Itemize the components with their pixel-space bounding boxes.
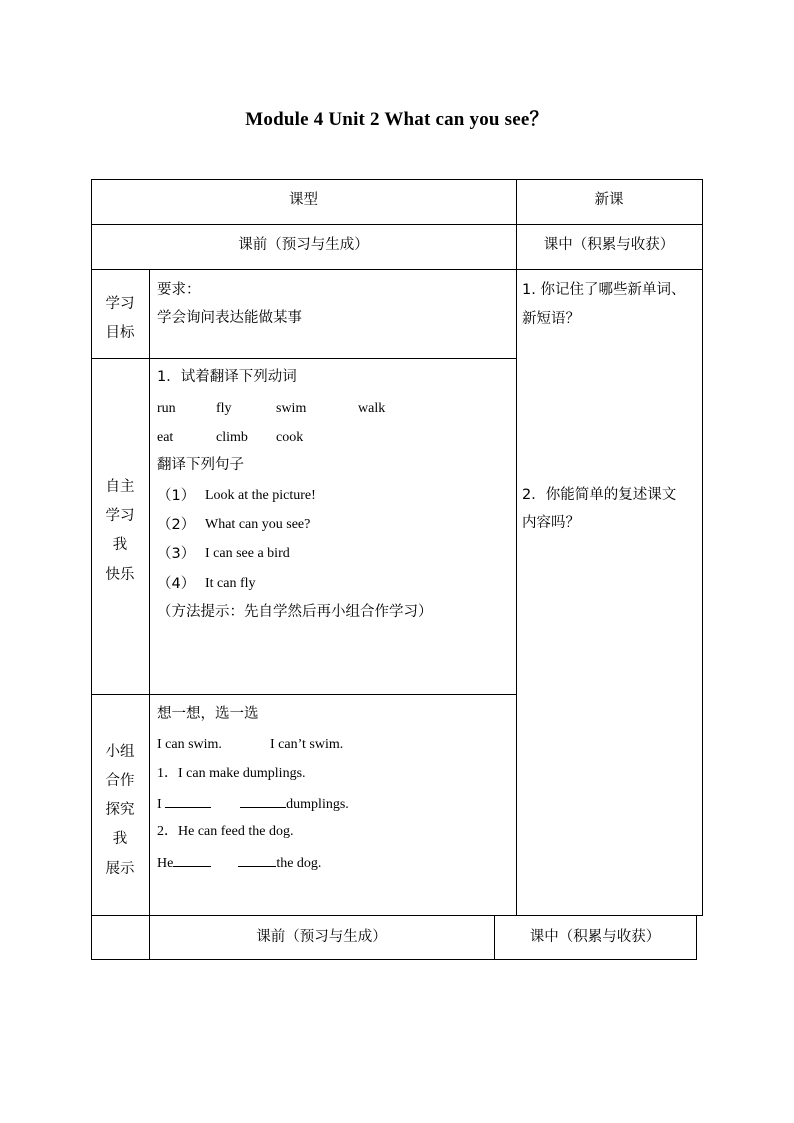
exercise-question-2: 2．He can feed the dog.	[157, 824, 294, 839]
right-q2-line1: 2．你能简单的复述课文	[522, 487, 677, 503]
sentence-number: （1）	[157, 488, 196, 504]
verb: cook	[276, 430, 304, 445]
answer-start: I	[157, 797, 162, 812]
right-q1-line2: 新短语？	[522, 311, 580, 327]
answer-end: dumplings.	[286, 797, 349, 812]
sentence-text: I can see a bird	[205, 546, 290, 561]
exercise-answer-2	[157, 854, 321, 873]
self-study-label-1: 自主	[105, 479, 135, 495]
group-work-label-1: 小组	[105, 744, 135, 760]
self-study-label-2: 学习	[105, 508, 135, 524]
exercise-answer-1	[157, 795, 349, 814]
before-class-header: 课前（预习与生成）	[238, 237, 369, 253]
sentence-number: （3）	[157, 546, 196, 562]
learning-goals-label-2: 目标	[105, 325, 135, 341]
requirement-text: 学会询问表达能做某事	[157, 310, 302, 326]
group-work-label-2: 合作	[105, 773, 135, 789]
option-cannot: I can’t swim.	[270, 737, 344, 752]
sentence-text: It can fly	[205, 576, 256, 591]
group-work-label-4: 我	[112, 831, 128, 847]
answer-end: the dog.	[276, 856, 322, 871]
group-work-label-3: 探究	[105, 802, 135, 818]
verb: swim	[276, 401, 307, 416]
answer-blank[interactable]	[165, 795, 211, 808]
footer-in-class: 课中（积累与收获）	[529, 929, 661, 945]
method-tip: （方法提示：先自学然后再小组合作学习）	[157, 604, 433, 620]
requirement-label: 要求：	[157, 282, 201, 298]
lesson-type-value: 新课	[594, 192, 624, 208]
in-class-header: 课中（积累与收获）	[543, 237, 675, 253]
answer-start: He	[157, 856, 174, 871]
task2-heading: 翻译下列句子	[157, 457, 244, 473]
option-can: I can swim.	[157, 737, 222, 752]
right-q1-line1: 1. 你记住了哪些新单词、	[522, 282, 686, 298]
sentence-text: Look at the picture!	[205, 488, 316, 503]
verb: climb	[216, 430, 248, 445]
footer-before-class: 课前（预习与生成）	[256, 929, 387, 945]
self-study-label-4: 快乐	[105, 567, 135, 583]
sentence-number: （2）	[157, 517, 196, 533]
verb: fly	[216, 401, 232, 416]
answer-blank[interactable]	[238, 854, 276, 867]
group-work-label-5: 展示	[105, 861, 135, 877]
lesson-type-label: 课型	[289, 192, 318, 208]
page-title: Module 4 Unit 2 What can you see？	[245, 109, 549, 130]
verb: eat	[157, 430, 174, 445]
self-study-label-3: 我	[112, 537, 128, 553]
answer-blank[interactable]	[240, 795, 286, 808]
answer-blank[interactable]	[173, 854, 211, 867]
verb: walk	[358, 401, 386, 416]
sentence-number: （4）	[157, 576, 196, 592]
task1-heading: 1．试着翻译下列动词	[157, 369, 297, 385]
group-instruction: 想一想，选一选	[157, 706, 259, 722]
right-q2-line2: 内容吗？	[522, 515, 580, 531]
verb: run	[157, 401, 176, 416]
exercise-question-1: 1．I can make dumplings.	[157, 766, 306, 781]
learning-goals-label-1: 学习	[105, 296, 135, 312]
sentence-text: What can you see?	[205, 517, 311, 532]
